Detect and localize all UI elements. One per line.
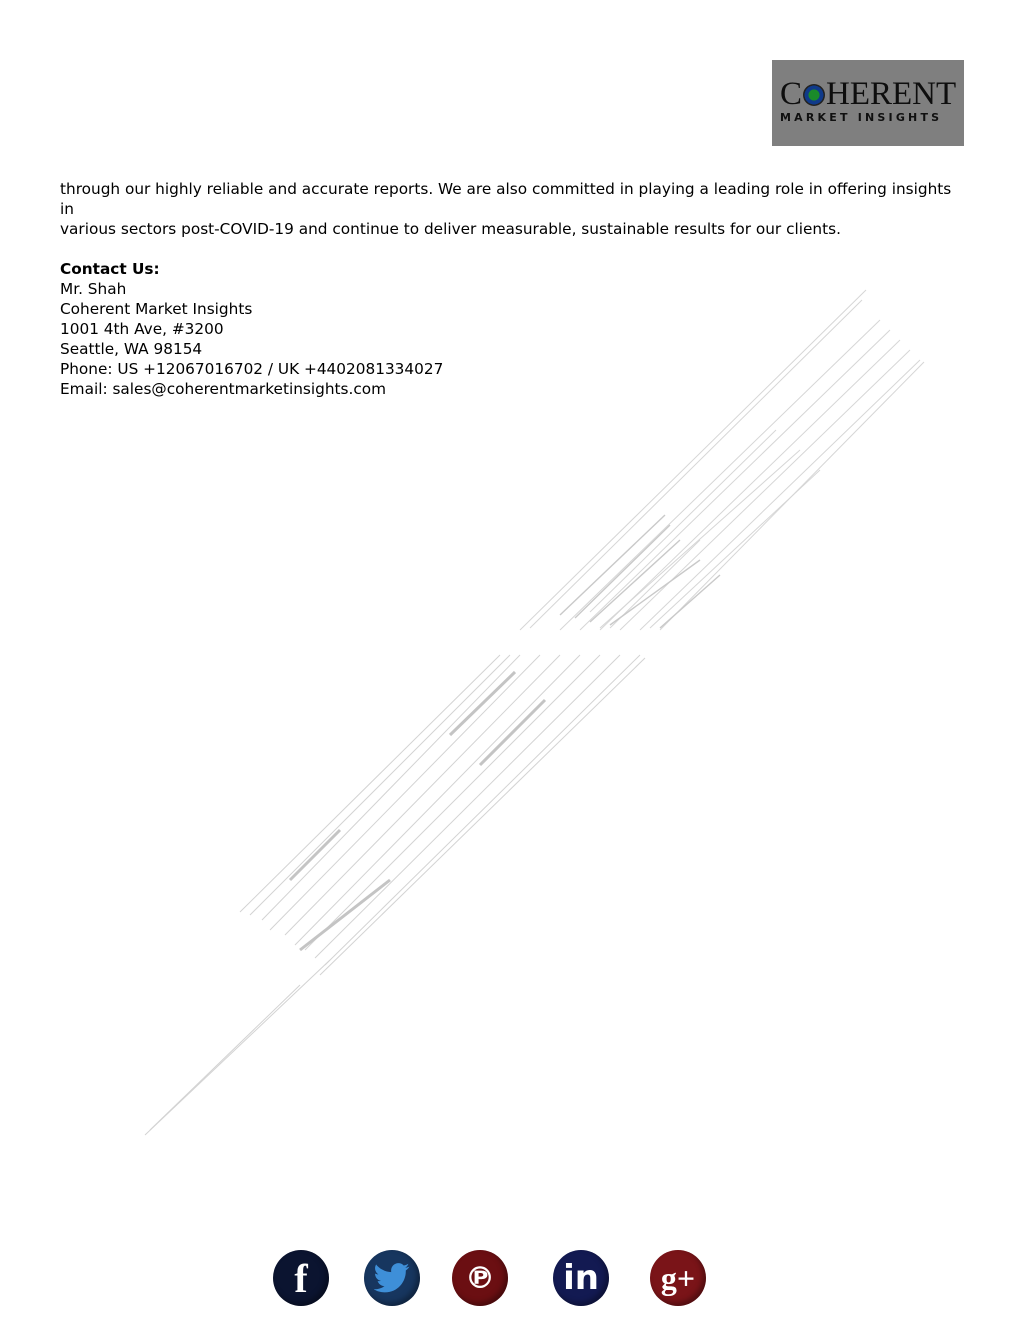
company-logo bbox=[772, 60, 964, 146]
body-paragraph-line: various sectors post-COVID-19 and continue to deliver measurable, sustainable results for our clients. bbox=[60, 220, 841, 238]
contact-address-line2: Seattle, WA 98154 bbox=[60, 340, 203, 358]
contact-heading: Contact Us: bbox=[60, 260, 160, 278]
document-body bbox=[60, 179, 960, 399]
body-paragraph-line: through our highly reliable and accurate reports. We are also committed in playing a leading role in offering insights in bbox=[60, 180, 952, 218]
twitter-bird-icon bbox=[374, 1263, 410, 1293]
contact-phone: Phone: US +12067016702 / UK +4402081334027 bbox=[60, 360, 444, 378]
linkedin-icon[interactable]: in bbox=[553, 1250, 609, 1306]
contact-company: Coherent Market Insights bbox=[60, 300, 253, 318]
twitter-icon[interactable] bbox=[364, 1250, 420, 1306]
contact-name: Mr. Shah bbox=[60, 280, 127, 298]
pinterest-icon[interactable]: ℗ bbox=[452, 1250, 508, 1306]
google-plus-icon[interactable]: g+ bbox=[650, 1250, 706, 1306]
logo-tagline: MARKET INSIGHTS bbox=[780, 111, 943, 124]
contact-email[interactable]: Email: sales@coherentmarketinsights.com bbox=[60, 380, 387, 398]
facebook-icon[interactable]: f bbox=[273, 1250, 329, 1306]
contact-address-line1: 1001 4th Ave, #3200 bbox=[60, 320, 224, 338]
social-links bbox=[0, 1250, 1024, 1310]
globe-icon bbox=[803, 84, 825, 106]
logo-wordmark: C HERENT bbox=[780, 76, 957, 112]
